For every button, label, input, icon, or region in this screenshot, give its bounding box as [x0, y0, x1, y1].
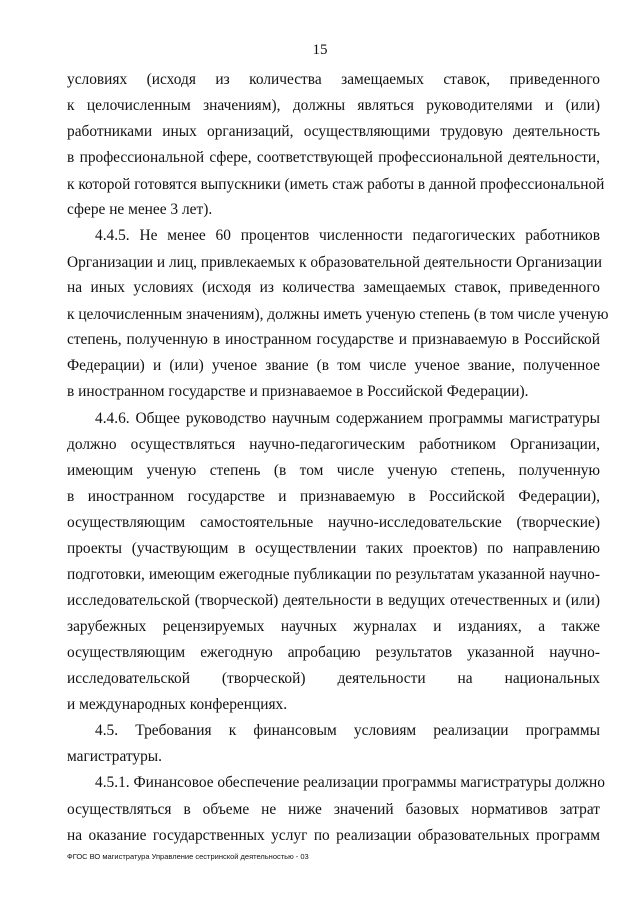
text-line: подготовки, имеющим ежегодные публикации по результатам указанной научно- [67, 566, 600, 583]
text-line: исследовательской (творческой) деятельности на национальных [67, 670, 600, 687]
text-line: на оказание государственных услуг по реализации образовательных программ [67, 827, 600, 844]
text-line: в иностранном государстве и признаваемую в Российской Федерации), [67, 488, 600, 505]
text-line: в профессиональной сфере, соответствующей профессиональной деятельности, [67, 149, 600, 166]
text-line: на иных условиях (исходя из количества замещаемых ставок, приведенного [67, 279, 600, 296]
text-line: магистратуры. [67, 748, 162, 765]
paragraph-4-5-1-first-line: 4.5.1. Финансовое обеспечение реализации программы магистратуры должно [95, 774, 605, 791]
paragraph-4-4-6-first-line: 4.4.6. Общее руководство научным содержанием программы магистратуры [95, 410, 600, 427]
text-line: в иностранном государстве и признаваемое в Российской Федерации). [67, 383, 529, 400]
section-4-5-heading: 4.5. Требования к финансовым условиям реализации программы [95, 722, 600, 739]
text-line: к целочисленным значениям), должны иметь ученую степень (в том числе ученую [67, 306, 609, 323]
text-line: исследовательской (творческой) деятельности в ведущих отечественных и (или) [67, 592, 600, 609]
text-line: Организации и лиц, привлекаемых к образовательной деятельности Организации [67, 254, 602, 271]
text-line: осуществляться в объеме не ниже значений базовых нормативов затрат [67, 801, 600, 818]
text-line: условиях (исходя из количества замещаемых ставок, приведенного [67, 71, 600, 88]
text-line: осуществляющим ежегодную апробацию результатов указанной научно- [67, 644, 600, 661]
text-line: сфере не менее 3 лет). [67, 201, 213, 218]
document-footer: ФГОС ВО магистратура Управление сестринской деятельностью - 03 [67, 852, 309, 861]
text-line: степень, полученную в иностранном государстве и признаваемую в Российской [67, 331, 600, 348]
text-line: и международных конференциях. [67, 696, 288, 713]
text-line: Федерации) и (или) ученое звание (в том числе ученое звание, полученное [67, 357, 600, 374]
text-line: к целочисленным значениям), должны являться руководителями и (или) [67, 97, 600, 114]
page-number: 15 [312, 42, 328, 58]
text-line: осуществляющим самостоятельные научно-исследовательские (творческие) [67, 514, 600, 531]
text-line: работниками иных организаций, осуществляющими трудовую деятельность [67, 123, 600, 140]
text-line: проекты (участвующим в осуществлении таких проектов) по направлению [67, 540, 600, 557]
text-line: зарубежных рецензируемых научных журналах и изданиях, а также [67, 618, 600, 635]
paragraph-4-4-5-first-line: 4.4.5. Не менее 60 процентов численности педагогических работников [95, 227, 600, 244]
text-line: должно осуществляться научно-педагогическим работником Организации, [67, 436, 600, 453]
text-line: к которой готовятся выпускники (иметь стаж работы в данной профессиональной [67, 176, 605, 193]
text-line: имеющим ученую степень (в том числе ученую степень, полученную [67, 462, 600, 479]
